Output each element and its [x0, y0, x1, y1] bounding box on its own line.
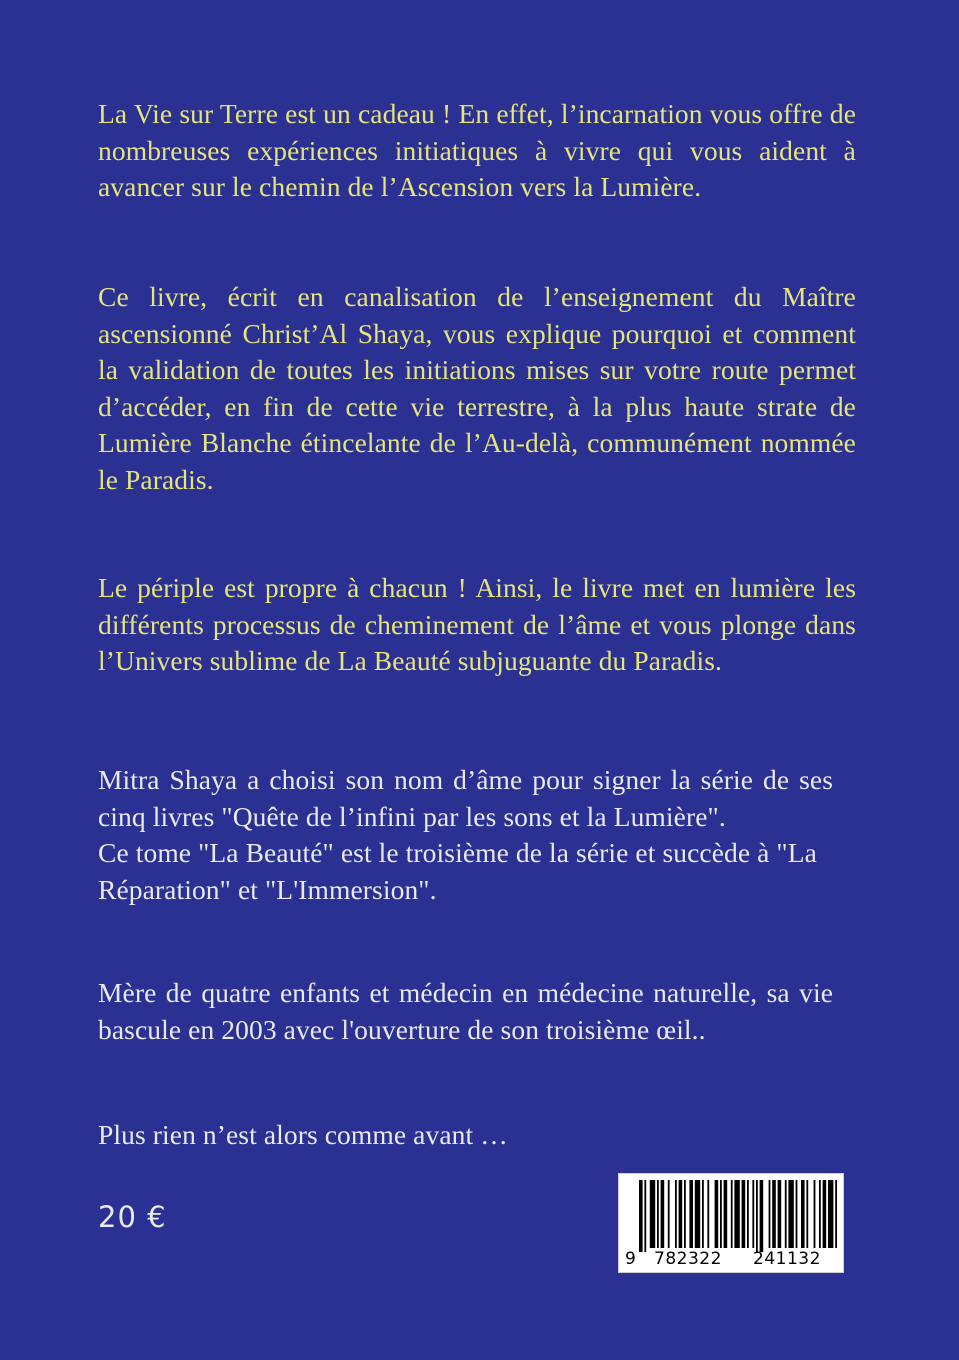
barcode-bar: [819, 1180, 821, 1248]
closing-line: Plus rien n’est alors comme avant …: [98, 1119, 508, 1150]
barcode-bar: [695, 1180, 700, 1248]
barcode-bar: [788, 1180, 793, 1248]
barcode-bar: [661, 1180, 665, 1248]
author-series-paragraph: [98, 762, 833, 908]
barcode-bar: [702, 1180, 704, 1248]
barcode-bar: [715, 1180, 719, 1248]
barcode-bar: [644, 1180, 646, 1252]
barcode-bar: [835, 1180, 837, 1248]
isbn-barcode: [618, 1173, 844, 1273]
barcode-bar: [756, 1180, 758, 1252]
barcode-bar: [823, 1180, 827, 1248]
barcode-bar: [806, 1180, 808, 1248]
barcode-bar: [707, 1180, 709, 1248]
barcode-bar: [689, 1180, 693, 1248]
barcode-bar: [657, 1180, 659, 1248]
barcode-bar: [752, 1180, 754, 1248]
price-label: 20 €: [98, 1200, 167, 1234]
barcode-bar: [814, 1180, 816, 1248]
isbn-left-digits: 782322: [654, 1249, 722, 1269]
barcode-bar: [650, 1180, 655, 1248]
barcode-bar: [772, 1180, 776, 1248]
barcode-bar: [769, 1180, 771, 1248]
journey-paragraph: Le périple est propre à chacun ! Ainsi, le livre met en lumière les différents processus de cheminement de l’âme et vous plonge dans l’Univers sublime de La Beauté subjuguante du Paradis.: [98, 572, 856, 676]
volume-sentence: Ce tome "La Beauté" est le troisième de la série et succède à "La Réparation" et "L'Immersion".: [98, 837, 817, 905]
barcode-bar: [828, 1180, 833, 1248]
isbn-right-digits: 241132: [753, 1249, 821, 1269]
barcode-bar: [684, 1180, 686, 1248]
barcode-bar: [734, 1180, 739, 1248]
barcode-bar: [760, 1180, 764, 1252]
intro-paragraph: La Vie sur Terre est un cadeau ! En effet, l’incarnation vous offre de nombreuses expériences initiatiques à vivre qui vous aident à avancer sur le chemin de l’Ascension vers la Lumière.: [98, 98, 856, 202]
barcode-bar: [668, 1180, 670, 1248]
barcode-bar: [747, 1180, 749, 1248]
barcode-bar: [785, 1180, 787, 1248]
author-bio-paragraph: Mère de quatre enfants et médecin en médecine naturelle, sa vie bascule en 2003 avec l'ouverture de son troisième œil..: [98, 977, 833, 1045]
isbn-number: [619, 1249, 845, 1271]
barcode-bar: [724, 1180, 728, 1248]
barcode-bar: [796, 1180, 798, 1248]
author-series-sentence: Mitra Shaya a choisi son nom d’âme pour signer la série de ses cinq livres "Quête de l’infini par les sons et la Lumière".: [98, 764, 833, 832]
barcode-bar: [742, 1180, 746, 1248]
barcode-bar: [720, 1180, 722, 1248]
barcode-bar: [778, 1180, 782, 1248]
barcode-bar: [679, 1180, 683, 1248]
barcode-bars: [619, 1174, 845, 1252]
book-description-paragraph: Ce livre, écrit en canalisation de l’enseignement du Maître ascensionné Christ’Al Shaya, vous explique pourquoi et comment la validation de toutes les initiations mises sur votre route permet d’accéder, en fin de cette vie terrestre, à la plus haute strate de Lumière Blanche étincelante de l’Au-delà, communément nommée le Paradis.: [98, 281, 856, 495]
barcode-bar: [731, 1180, 733, 1248]
barcode-bar: [639, 1180, 643, 1252]
barcode-bar: [801, 1180, 805, 1248]
barcode-bar: [675, 1180, 677, 1248]
isbn-lead-digit: 9: [625, 1249, 636, 1269]
